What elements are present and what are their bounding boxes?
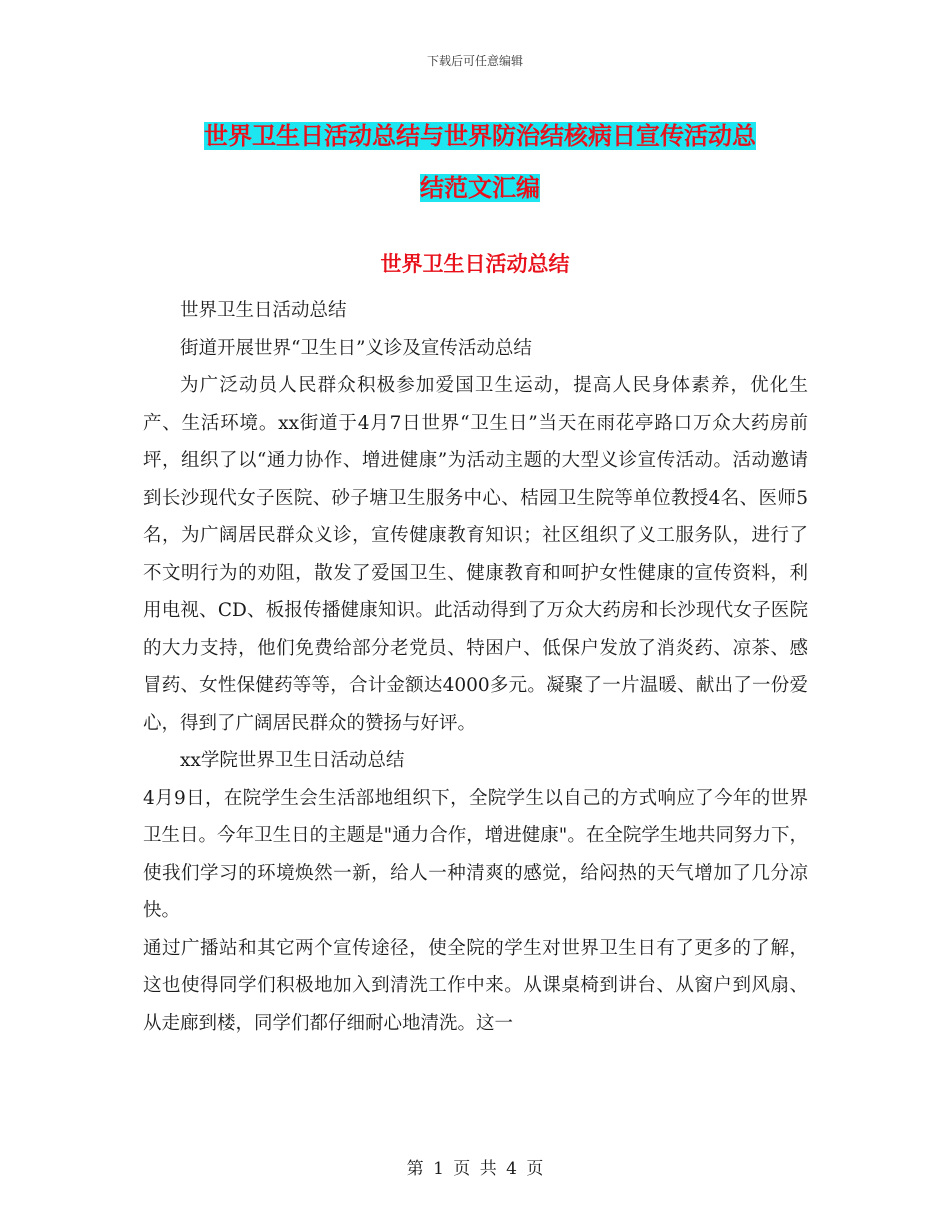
paragraph-text-1: 为广泛动员人民群众积极参加爱国卫生运动，提高人民身体素养，优化生产、生活环境。xx街道于4月7日世界“卫生日”当天在雨花亭路口万众大药房前坪，组织了以“通力协作、增进健康”为活动主题的大型义诊宣传活动。活动邀请到长沙现代女子医院、砂子塘卫生服务中心、桔园卫生院等单位教授4名、医师5名，为广阔居民群众义诊，宣传健康教育知识；社区组织了义工服务队，进行了不文明行为的劝阻，散发了爱国卫生、健康教育和呵护女性健康的宣传资料，利用电视、CD、板报传播健康知识。此活动得到了万众大药房和长沙现代女子医院的大力支持，他们免费给部分老党员、特困户、低保户发放了消炎药、凉茶、感冒药、女性保健药等等，合计金额达4000多元。凝聚了一片温暖、献出了一份爱心，得到了广阔居民群众的赞扬与好评。 <box>143 375 808 734</box>
paragraph-text-2: 4月9日，在院学生会生活部地组织下，全院学生以自己的方式响应了今年的世界卫生日。今年卫生日的主题是"通力合作，增进健康"。在全院学生地共同努力下，使我们学习的环境焕然一新，给人一种清爽的感觉，给闷热的天气增加了几分凉快。 <box>143 787 808 921</box>
paragraph-subtitle-3: xx学院世界卫生日活动总结 <box>180 750 405 771</box>
header-note: 下载后可任意编辑 <box>426 54 523 68</box>
paragraph-subtitle-1: 世界卫生日活动总结 <box>180 300 347 321</box>
paragraph-text-3: 通过广播站和其它两个宣传途径，使全院的学生对世界卫生日有了更多的了解，这也使得同学们积极地加入到清洗工作中来。从课桌椅到讲台、从窗户到风扇、从走廊到楼，同学们都仔细耐心地清洗。这一 <box>143 937 808 1034</box>
document-title <box>140 110 820 214</box>
section-title: 世界卫生日活动总结 <box>380 252 570 276</box>
document-body <box>143 292 808 1042</box>
page-footer: 第 1 页 共 4 页 <box>406 1159 544 1179</box>
title-line-1: 世界卫生日活动总结与世界防治结核病日宣传活动总 <box>204 122 756 150</box>
title-line-2: 结范文汇编 <box>420 174 540 202</box>
paragraph-subtitle-2: 街道开展世界“卫生日”义诊及宣传活动总结 <box>180 337 532 359</box>
